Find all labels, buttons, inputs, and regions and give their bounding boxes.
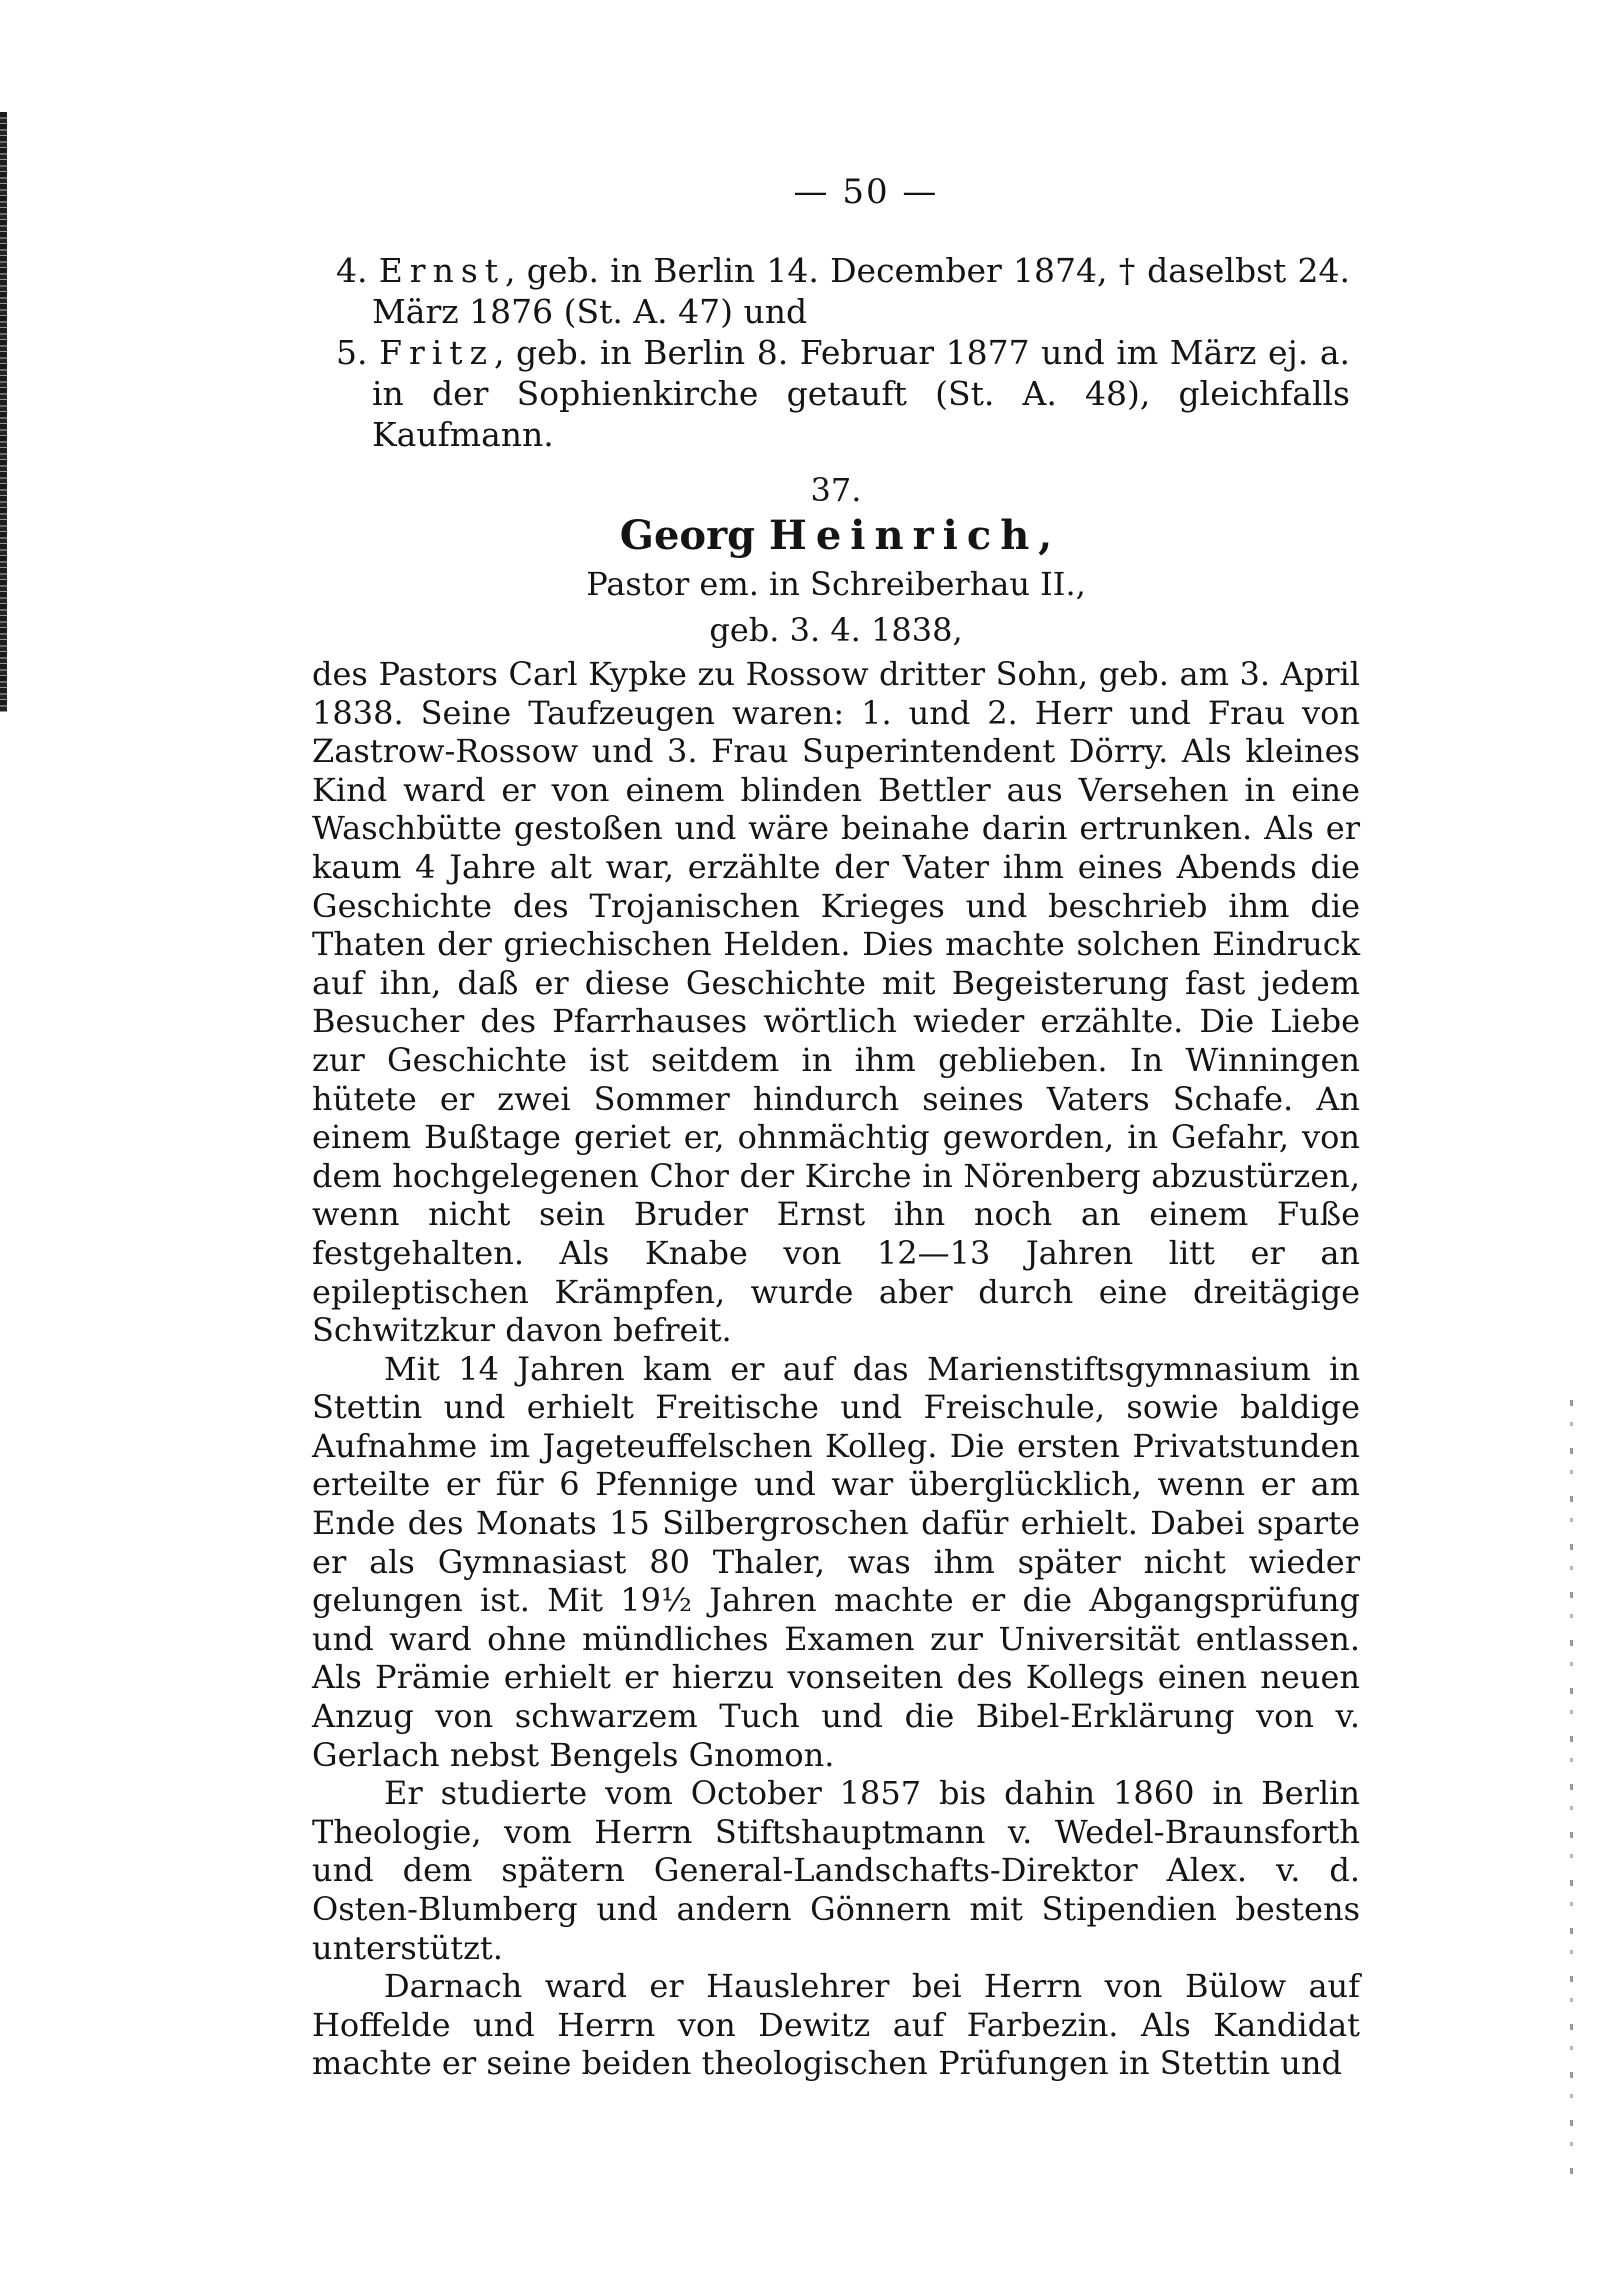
child-name: Ernst bbox=[378, 251, 506, 290]
entry-name-suffix: , bbox=[1038, 512, 1053, 559]
entry-title: Pastor em. in Schreiberhau II., bbox=[586, 565, 1086, 603]
paragraph: Darnach ward er Hauslehrer bei Herrn von Bülow auf Hoffelde und Herrn von Dewitz auf Farbezin. Als Kandidat machte er seine beiden theologischen Prüfungen in Stettin und bbox=[312, 1967, 1360, 2083]
entry-birth: geb. 3. 4. 1838, bbox=[709, 611, 963, 649]
page-number: — 50 — bbox=[793, 172, 939, 212]
paragraph: des Pastors Carl Kypke zu Rossow dritter Sohn, geb. am 3. April 1838. Seine Taufzeugen waren: 1. und 2. Herr und Frau von Zastrow-Rossow und 3. Frau Superintendent Dörry. Als kleines Kind ward er von einem blinden Bettler aus Versehen in eine Waschbütte gestoßen und wäre beinahe darin ertrunken. Als er kaum 4 Jahre alt war, erzählte der Vater ihm eines Abends die Geschichte des Trojanischen Krieges und beschrieb ihm die Thaten der griechischen Helden. Dies machte solchen Eindruck auf ihn, daß er diese Geschichte mit Begeisterung fast jedem Besucher des Pfarrhauses wörtlich wieder erzählte. Die Liebe zur Geschichte ist seitdem in ihm geblieben. In Winningen hütete er zwei Sommer hindurch seines Vaters Schafe. An einem Bußtage geriet er, ohnmächtig geworden, in Gefahr, von dem hochgelegenen Chor der Kirche in Nörenberg abzustürzen, wenn nicht sein Bruder Ernst ihn noch an einem Fuße festgehalten. Als Knabe von 12—13 Jahren litt er an epileptischen Krämpfen, wurde aber durch eine dreitägige Schwitzkur davon befreit. bbox=[312, 655, 1360, 1350]
scan-edge-artifact bbox=[1570, 1400, 1573, 2180]
list-item bbox=[336, 250, 1350, 332]
list-text: , geb. in Berlin 14. December 1874, † daselbst 24. März 1876 (St. A. 47) und bbox=[372, 251, 1350, 331]
paragraph: Er studierte vom October 1857 bis dahin 1860 in Berlin Theologie, vom Herrn Stiftshauptmann v. Wedel-Braunsforth und dem spätern General-Landschafts-Direktor Alex. v. d. Osten-Blumberg und andern Gönnern mit Stipendien bestens unterstützt. bbox=[312, 1774, 1360, 1967]
list-item bbox=[336, 332, 1350, 455]
entry-number: 37. bbox=[810, 471, 862, 509]
list-index: 4. bbox=[336, 251, 368, 290]
book-page bbox=[312, 172, 1360, 2083]
entry-first-name: Georg bbox=[619, 512, 770, 559]
child-name: Fritz bbox=[379, 333, 494, 372]
entry-name: Heinrich bbox=[769, 512, 1039, 559]
list-index: 5. bbox=[336, 333, 368, 372]
body-text bbox=[312, 655, 1360, 2083]
paragraph: Mit 14 Jahren kam er auf das Marienstiftsgymnasium in Stettin und erhielt Freitische und Freischule, sowie baldige Aufnahme im Jageteuffelschen Kolleg. Die ersten Privatstunden erteilte er für 6 Pfennige und war überglücklich, wenn er am Ende des Monats 15 Silbergroschen dafür erhielt. Dabei sparte er als Gymnasiast 80 Thaler, was ihm später nicht wieder gelungen ist. Mit 19½ Jahren machte er die Abgangsprüfung und ward ohne mündliches Examen zur Universität entlassen. Als Prämie erhielt er hierzu vonseiten des Kollegs einen neuen Anzug von schwarzem Tuch und die Bibel-Erklärung von v. Gerlach nebst Bengels Gnomon. bbox=[312, 1349, 1360, 1774]
entry-heading bbox=[312, 511, 1360, 561]
scan-edge-artifact bbox=[0, 112, 7, 712]
list-text: , geb. in Berlin 8. Februar 1877 und im März ej. a. in der Sophienkirche getauft (St. A. 48), gleichfalls Kaufmann. bbox=[372, 333, 1350, 454]
